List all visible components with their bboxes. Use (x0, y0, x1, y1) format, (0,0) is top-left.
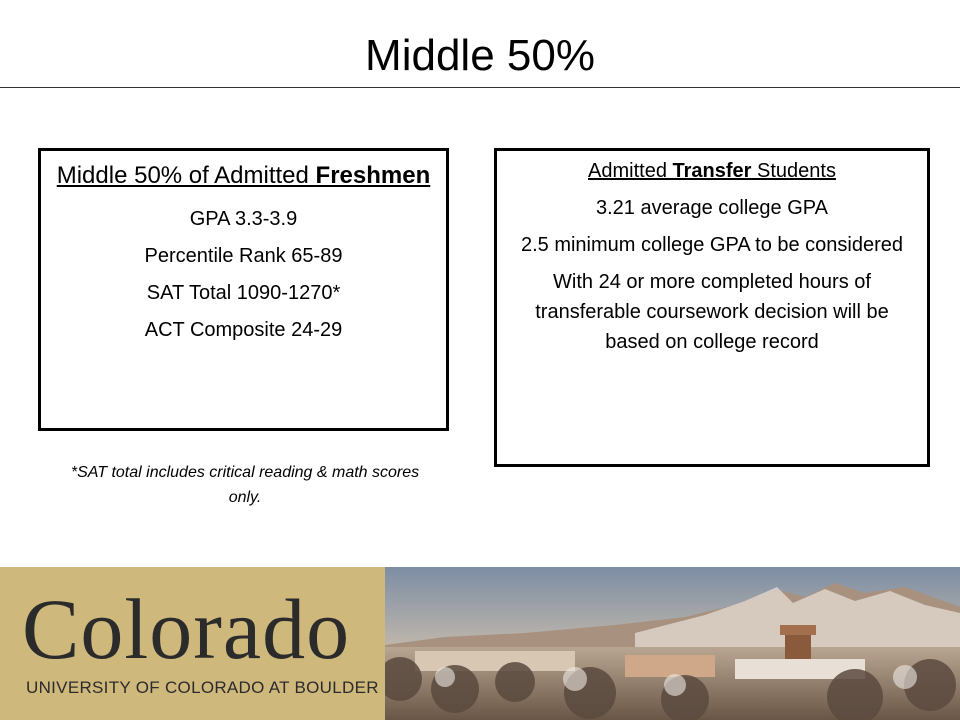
transfer-coursework-rule: With 24 or more completed hours of transferable coursework decision will be based on college record (535, 271, 889, 353)
freshmen-heading-bold: Freshmen (315, 162, 431, 189)
freshmen-heading-plain: Middle 50% of Admitted (56, 162, 316, 189)
colorado-wordmark: Colorado (22, 581, 351, 677)
campus-photo (385, 567, 960, 720)
freshmen-sat: SAT Total 1090-1270* (146, 282, 341, 304)
title-divider (0, 87, 960, 88)
freshmen-percentile: Percentile Rank 65-89 (144, 245, 343, 267)
university-banner (0, 567, 960, 720)
freshmen-gpa: GPA 3.3-3.9 (189, 208, 298, 230)
sat-footnote: *SAT total includes critical reading & math scores only. (70, 464, 420, 506)
transfer-box (494, 148, 930, 467)
freshmen-box (38, 148, 449, 431)
slide-title: Middle 50% (365, 31, 595, 80)
freshmen-act: ACT Composite 24-29 (144, 319, 343, 341)
transfer-heading (497, 156, 927, 186)
university-name: UNIVERSITY OF COLORADO AT BOULDER (26, 678, 379, 697)
transfer-heading-bold: Transfer (672, 160, 752, 182)
transfer-heading-pre: Admitted (588, 160, 673, 182)
transfer-heading-post: Students (751, 160, 836, 182)
transfer-minimum-gpa: 2.5 minimum college GPA to be considered (520, 234, 904, 256)
brand-panel (0, 567, 385, 720)
transfer-average-gpa: 3.21 average college GPA (595, 197, 828, 219)
freshmen-heading (51, 159, 436, 193)
